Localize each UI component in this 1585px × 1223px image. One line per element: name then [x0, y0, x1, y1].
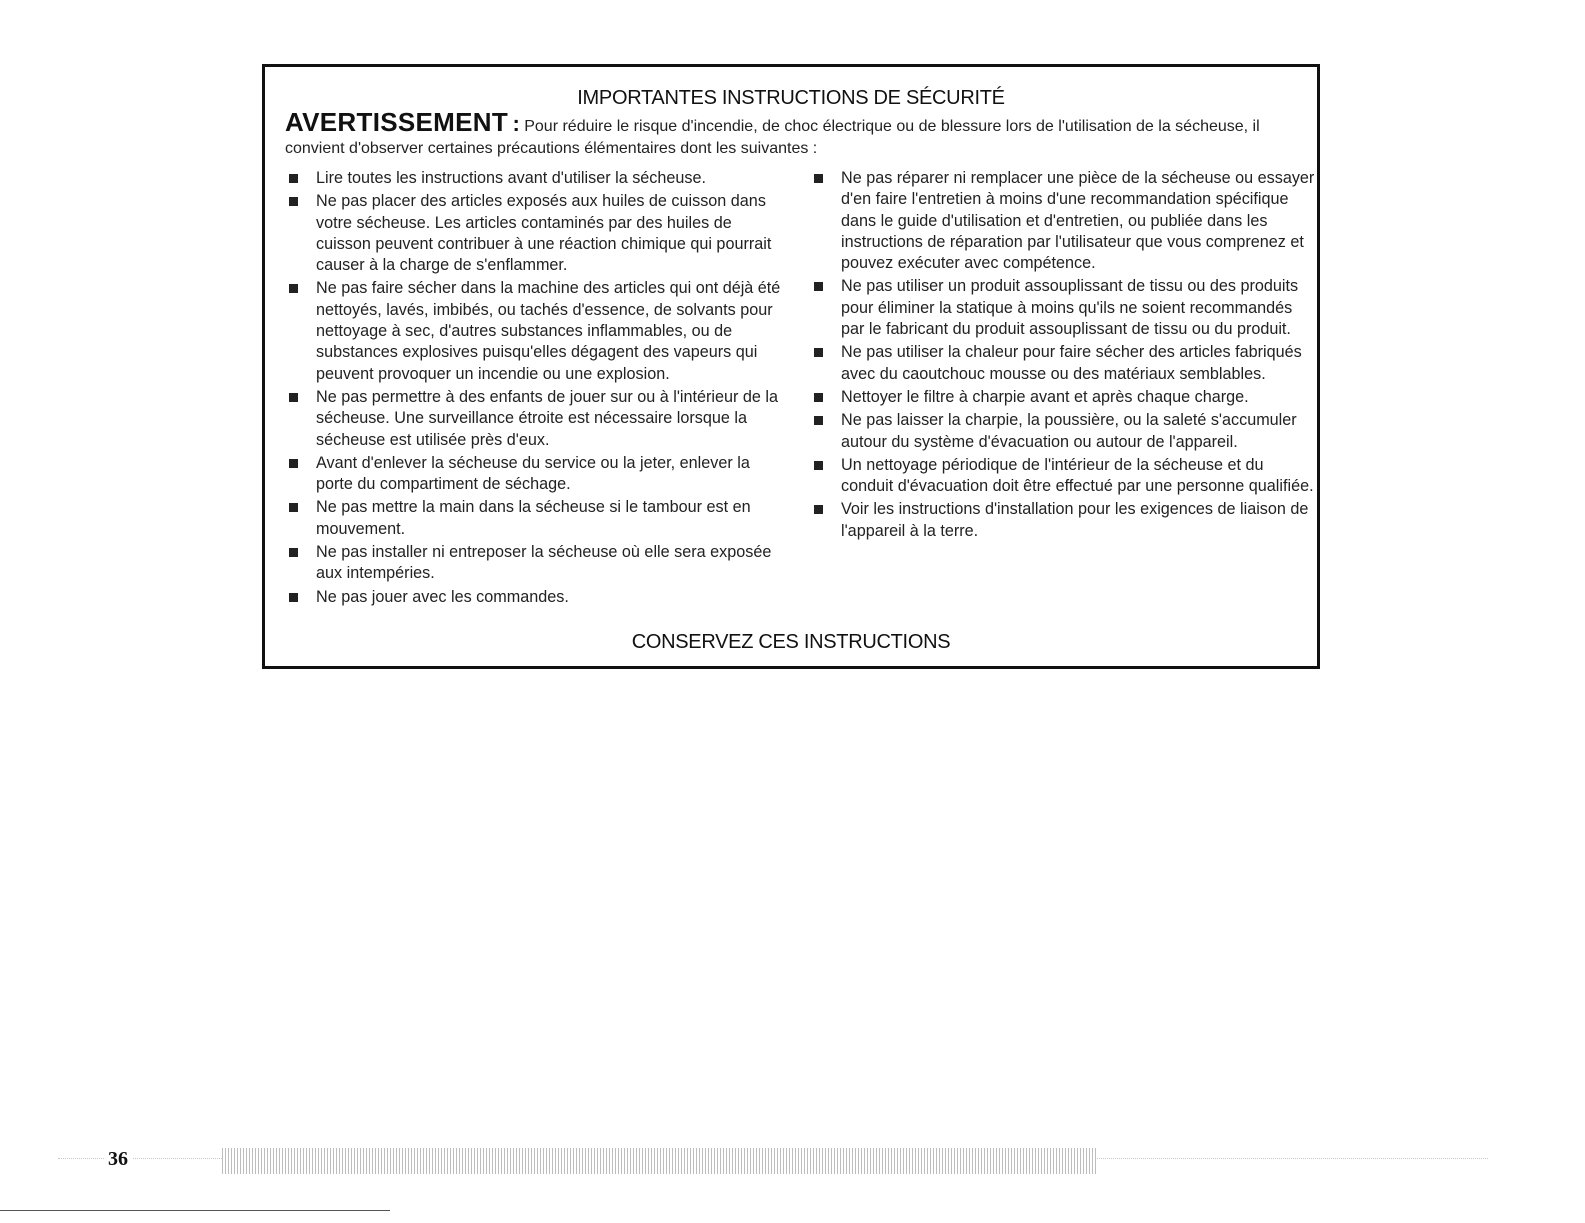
instruction-item: [810, 276, 1315, 340]
square-bullet-icon: [814, 174, 823, 183]
square-bullet-icon: [289, 197, 298, 206]
instruction-text: Ne pas laisser la charpie, la poussière, ou la saleté s'accumuler autour du système d'évacuation ou autour de l'appareil.: [841, 411, 1297, 451]
instruction-text: Ne pas réparer ni remplacer une pièce de la sécheuse ou essayer d'en faire l'entretien à moins d'une recommandation spécifique dans le guide d'utilisation et d'entretien, ou publiée dans les instructions de réparation par l'utilisateur que vous comprenez et pouvez exécuter avec compétence.: [841, 169, 1315, 273]
square-bullet-icon: [814, 416, 823, 425]
instruction-text: Ne pas utiliser la chaleur pour faire sécher des articles fabriqués avec du caoutchouc mousse ou des matériaux semblables.: [841, 343, 1302, 383]
square-bullet-icon: [289, 174, 298, 183]
square-bullet-icon: [814, 505, 823, 514]
instruction-item: [810, 168, 1315, 274]
square-bullet-icon: [814, 282, 823, 291]
instruction-item: [285, 453, 790, 496]
warning-label: AVERTISSEMENT: [285, 107, 508, 137]
warning-text: Pour réduire le risque d'incendie, de choc électrique ou de blessure lors de l'utilisation de la sécheuse, il convient d'observer certaines précautions élémentaires dont les suivantes :: [285, 118, 1260, 157]
instruction-text: Nettoyer le filtre à charpie avant et après chaque charge.: [841, 387, 1249, 406]
instruction-text: Ne pas permettre à des enfants de jouer sur ou à l'intérieur de la sécheuse. Une surveillance étroite est nécessaire lorsque la sécheuse est utilisée près d'eux.: [316, 387, 778, 449]
instruction-item: [285, 168, 790, 189]
instruction-item: [810, 342, 1315, 385]
instruction-text: Voir les instructions d'installation pour les exigences de liaison de l'appareil à la terre.: [841, 500, 1309, 540]
square-bullet-icon: [289, 459, 298, 468]
instruction-text: Ne pas mettre la main dans la sécheuse si le tambour est en mouvement.: [316, 498, 751, 538]
warning-separator: :: [512, 111, 520, 136]
instruction-item: [285, 278, 790, 384]
footer-hatch-band: [222, 1148, 1096, 1174]
square-bullet-icon: [289, 593, 298, 602]
square-bullet-icon: [814, 393, 823, 402]
instruction-text: Un nettoyage périodique de l'intérieur de la sécheuse et du conduit d'évacuation doit être effectué par une personne qualifiée.: [841, 455, 1314, 496]
square-bullet-icon: [814, 461, 823, 470]
instruction-text: Avant d'enlever la sécheuse du service ou la jeter, enlever la porte du compartiment de séchage.: [316, 453, 750, 494]
instruction-text: Ne pas jouer avec les commandes.: [316, 587, 569, 606]
square-bullet-icon: [289, 393, 298, 402]
warning-paragraph: [285, 107, 1305, 160]
instruction-item: [285, 387, 790, 451]
instruction-text: Ne pas faire sécher dans la machine des articles qui ont déjà été nettoyés, lavés, imbibés, ou tachés d'essence, de solvants pour nettoyage à sec, d'autres substances inflammables, ou de substances explosives puisqu'elles dégagent des vapeurs qui peuvent provoquer un incendie ou une explosion.: [316, 279, 781, 383]
instruction-item: [285, 542, 790, 585]
instruction-item: [810, 455, 1315, 498]
closing-heading: CONSERVEZ CES INSTRUCTIONS: [631, 631, 951, 653]
instruction-item: [810, 387, 1315, 408]
instruction-item: [285, 191, 790, 276]
page-number: 36: [104, 1148, 132, 1171]
bottom-rule: [0, 1210, 390, 1211]
instruction-item: [285, 497, 790, 540]
notice-heading: IMPORTANTES INSTRUCTIONS DE SÉCURITÉ: [577, 87, 1005, 109]
instruction-text: Ne pas installer ni entreposer la sécheuse où elle sera exposée aux intempéries.: [316, 543, 772, 583]
square-bullet-icon: [814, 348, 823, 357]
safety-notice-box: [262, 64, 1320, 669]
instruction-item: [285, 587, 790, 608]
square-bullet-icon: [289, 548, 298, 557]
instruction-text: Ne pas placer des articles exposés aux huiles de cuisson dans votre sécheuse. Les articles contaminés par des huiles de cuisson peuvent contribuer à une réaction chimique qui pourrait causer à la charge de s'enflammer.: [316, 192, 772, 275]
instructions-left-column: [285, 168, 790, 610]
square-bullet-icon: [289, 503, 298, 512]
instruction-text: Ne pas utiliser un produit assouplissant de tissu ou des produits pour éliminer la statique à moins qu'ils ne soient recommandés par le fabricant du produit assouplissant de tissu ou du produit.: [841, 277, 1299, 339]
square-bullet-icon: [289, 284, 298, 293]
instruction-text: Lire toutes les instructions avant d'utiliser la sécheuse.: [316, 169, 706, 187]
instruction-item: [810, 499, 1315, 542]
instruction-item: [810, 410, 1315, 453]
instructions-right-column: [810, 168, 1315, 544]
